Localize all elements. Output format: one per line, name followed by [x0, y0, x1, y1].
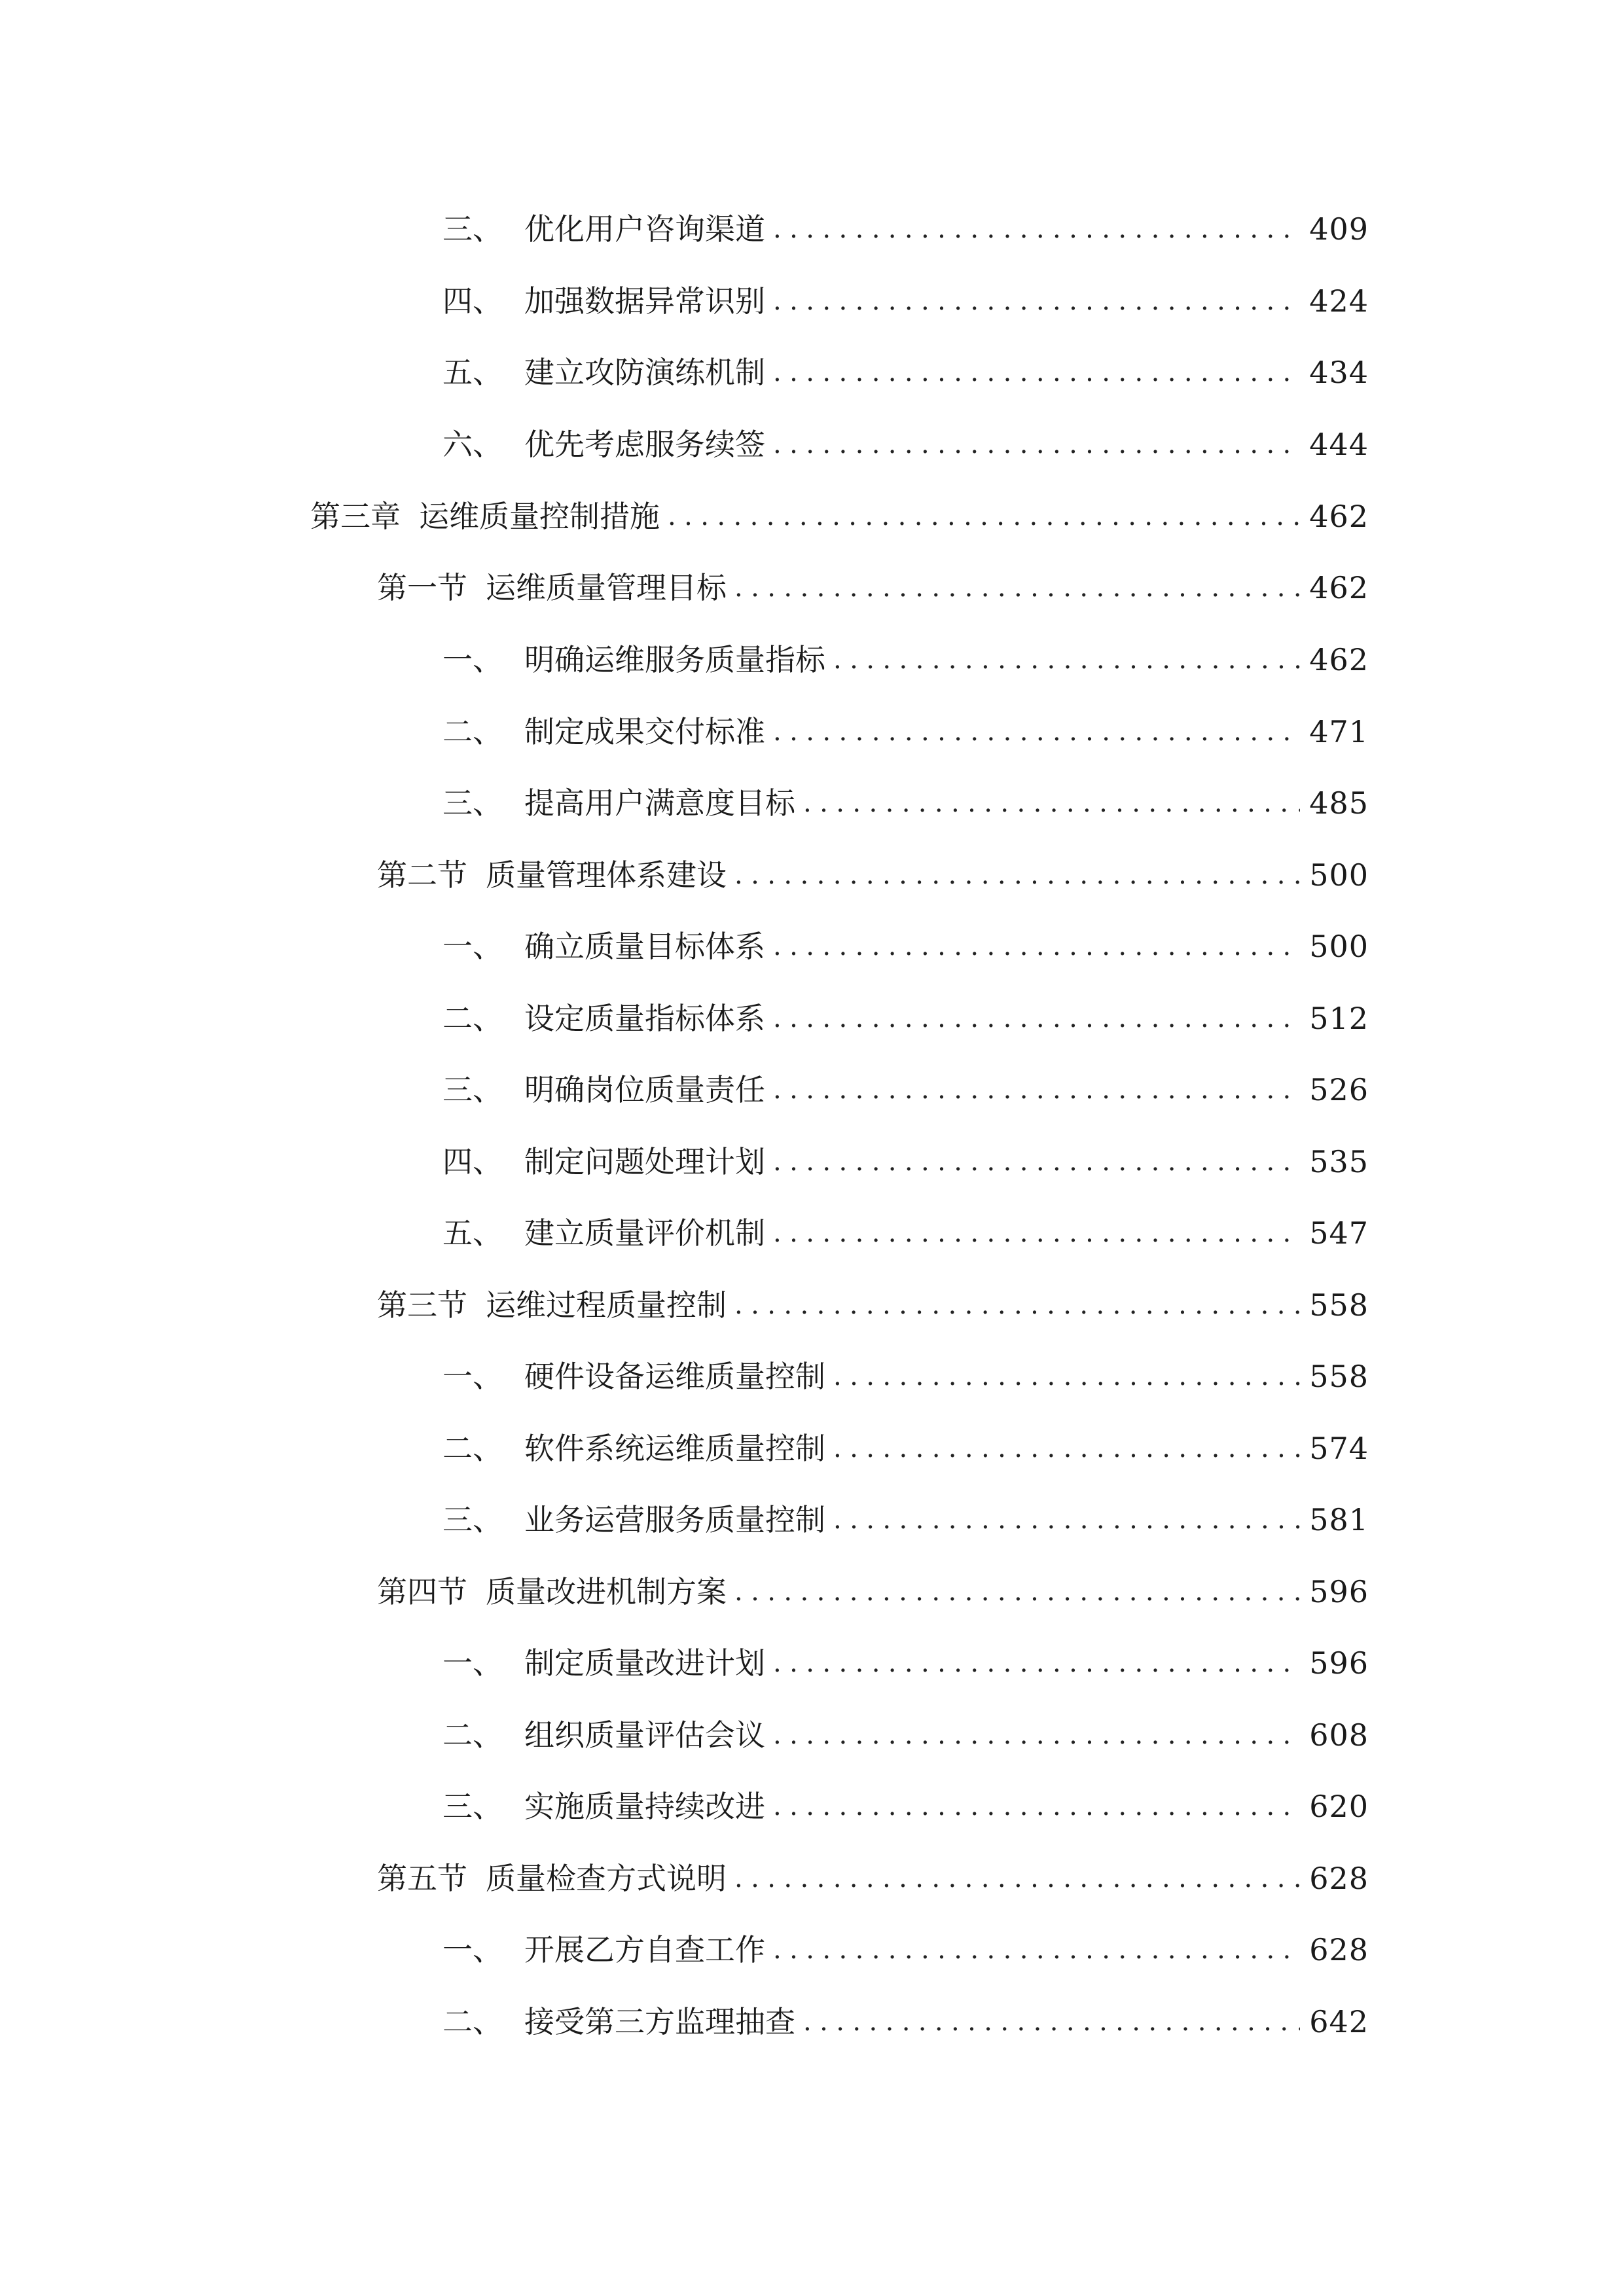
toc-entry[interactable]	[442, 1064, 1369, 1116]
toc-entry-number: 三、	[442, 1502, 503, 1537]
toc-entry[interactable]	[442, 203, 1369, 255]
toc-entry[interactable]	[442, 1637, 1369, 1689]
toc-entry[interactable]	[442, 275, 1369, 327]
toc-entry-title: 明确岗位质量责任	[524, 1072, 765, 1107]
toc-entry[interactable]	[442, 634, 1369, 686]
toc-entry[interactable]	[442, 346, 1369, 399]
toc-entry[interactable]	[442, 1136, 1369, 1188]
toc-entry[interactable]	[442, 1924, 1369, 1976]
toc-entry-number: 三、	[442, 211, 503, 247]
toc-entry-page: 628	[1309, 1932, 1369, 1967]
toc-entry-title: 制定问题处理计划	[524, 1144, 765, 1179]
toc-entry-title: 明确运维服务质量指标	[524, 642, 825, 677]
dot-leader	[773, 712, 1300, 751]
toc-entry-title: 运维过程质量控制	[486, 1287, 727, 1323]
toc-entry-page: 596	[1309, 1645, 1369, 1681]
toc-entry-title: 接受第三方监理抽查	[524, 2004, 795, 2039]
dot-leader	[773, 209, 1300, 249]
toc-entry[interactable]	[442, 1780, 1369, 1833]
toc-entry-number: 一、	[442, 1932, 503, 1967]
dot-leader	[668, 497, 1300, 536]
toc-entry-page: 642	[1309, 2004, 1369, 2039]
toc-entry-title: 运维质量控制措施	[419, 499, 660, 534]
toc-entry-number: 二、	[442, 1001, 503, 1036]
toc-entry-page: 512	[1309, 1001, 1369, 1036]
toc-entry-page: 485	[1309, 785, 1369, 821]
toc-entry-page: 608	[1309, 1717, 1369, 1753]
dot-leader	[773, 1213, 1300, 1253]
toc-entry[interactable]	[442, 777, 1369, 829]
dot-leader	[773, 1643, 1300, 1683]
toc-entry[interactable]	[442, 1350, 1369, 1403]
toc-entry[interactable]	[442, 1494, 1369, 1546]
toc-entry-page: 471	[1309, 714, 1369, 749]
toc-entry-page: 462	[1309, 499, 1369, 534]
toc-entry-number: 一、	[442, 1359, 503, 1394]
toc-entry-title: 优先考虑服务续签	[524, 427, 765, 462]
toc-entry-title: 质量管理体系建设	[486, 857, 727, 893]
toc-section-entry[interactable]	[377, 562, 1369, 614]
dot-leader	[833, 640, 1300, 679]
toc-entry-title: 制定成果交付标准	[524, 714, 765, 749]
toc-entry-number: 六、	[442, 427, 503, 462]
dot-leader	[773, 1787, 1300, 1826]
toc-entry-page: 526	[1309, 1072, 1369, 1107]
toc-entry[interactable]	[442, 992, 1369, 1045]
toc-entry-number: 第三节	[377, 1287, 467, 1323]
dot-leader	[773, 1930, 1300, 1969]
toc-entry-page: 462	[1309, 642, 1369, 677]
toc-entry-page: 462	[1309, 570, 1369, 605]
toc-entry-page: 558	[1309, 1287, 1369, 1323]
toc-entry-page: 434	[1309, 355, 1369, 390]
toc-entry-number: 第二节	[377, 857, 467, 893]
toc-entry-page: 500	[1309, 929, 1369, 964]
toc-entry-number: 四、	[442, 283, 503, 319]
toc-entry-number: 二、	[442, 1431, 503, 1466]
toc-entry-title: 运维质量管理目标	[486, 570, 727, 605]
toc-entry-number: 二、	[442, 2004, 503, 2039]
dot-leader	[773, 927, 1300, 966]
toc-entry-page: 409	[1309, 211, 1369, 247]
toc-entry-page: 581	[1309, 1502, 1369, 1537]
dot-leader	[803, 783, 1300, 823]
dot-leader	[734, 1572, 1300, 1611]
dot-leader	[833, 1500, 1300, 1539]
toc-entry-page: 628	[1309, 1861, 1369, 1896]
toc-entry[interactable]	[442, 1422, 1369, 1475]
toc-entry-title: 实施质量持续改进	[524, 1789, 765, 1824]
dot-leader	[833, 1429, 1300, 1468]
toc-entry-page: 444	[1309, 427, 1369, 462]
toc-entry[interactable]	[442, 920, 1369, 973]
toc-entry-page: 620	[1309, 1789, 1369, 1824]
toc-entry-title: 设定质量指标体系	[524, 1001, 765, 1036]
toc-entry-number: 五、	[442, 1215, 503, 1251]
toc-entry-number: 二、	[442, 714, 503, 749]
dot-leader	[734, 568, 1300, 607]
toc-chapter-entry[interactable]	[310, 490, 1369, 543]
dot-leader	[734, 1285, 1300, 1325]
toc-entry-title: 软件系统运维质量控制	[524, 1431, 825, 1466]
toc-entry-number: 三、	[442, 785, 503, 821]
dot-leader	[734, 855, 1300, 895]
toc-entry-number: 三、	[442, 1789, 503, 1824]
toc-entry-number: 一、	[442, 642, 503, 677]
toc-entry-title: 加强数据异常识别	[524, 283, 765, 319]
toc-entry-page: 596	[1309, 1574, 1369, 1609]
toc-entry-page: 547	[1309, 1215, 1369, 1251]
toc-section-entry[interactable]	[377, 849, 1369, 901]
toc-entry-page: 500	[1309, 857, 1369, 893]
toc-entry-title: 业务运营服务质量控制	[524, 1502, 825, 1537]
toc-entry-page: 574	[1309, 1431, 1369, 1466]
toc-entry-title: 开展乙方自查工作	[524, 1932, 765, 1967]
toc-entry-number: 第四节	[377, 1574, 467, 1609]
toc-entry-number: 五、	[442, 355, 503, 390]
toc-entry-number: 四、	[442, 1144, 503, 1179]
dot-leader	[773, 1142, 1300, 1181]
toc-entry-title: 提高用户满意度目标	[524, 785, 795, 821]
toc-entry-title: 组织质量评估会议	[524, 1717, 765, 1753]
toc-entry-title: 优化用户咨询渠道	[524, 211, 765, 247]
toc-entry-number: 一、	[442, 1645, 503, 1681]
toc-entry-number: 一、	[442, 929, 503, 964]
toc-section-entry[interactable]	[377, 1852, 1369, 1905]
toc-entry-number: 第五节	[377, 1861, 467, 1896]
toc-entry-title: 硬件设备运维质量控制	[524, 1359, 825, 1394]
toc-entry[interactable]	[442, 418, 1369, 471]
dot-leader	[833, 1357, 1300, 1396]
toc-entry[interactable]	[442, 1709, 1369, 1761]
toc-entry-title: 确立质量目标体系	[524, 929, 765, 964]
toc-entry-page: 424	[1309, 283, 1369, 319]
toc-section-entry[interactable]	[377, 1566, 1369, 1618]
toc-entry-title: 制定质量改进计划	[524, 1645, 765, 1681]
toc-entry-page: 558	[1309, 1359, 1369, 1394]
toc-entry[interactable]	[442, 706, 1369, 758]
toc-entry-page: 535	[1309, 1144, 1369, 1179]
dot-leader	[773, 1070, 1300, 1109]
toc-entry-title: 质量检查方式说明	[486, 1861, 727, 1896]
toc-entry-number: 第三章	[310, 499, 401, 534]
toc-section-entry[interactable]	[377, 1279, 1369, 1331]
toc-entry[interactable]	[442, 1996, 1369, 2048]
dot-leader	[773, 281, 1300, 321]
dot-leader	[773, 353, 1300, 392]
toc-entry-title: 建立质量评价机制	[524, 1215, 765, 1251]
dot-leader	[773, 1715, 1300, 1755]
toc-entry-title: 建立攻防演练机制	[524, 355, 765, 390]
dot-leader	[773, 999, 1300, 1038]
dot-leader	[773, 425, 1300, 464]
dot-leader	[803, 2002, 1300, 2041]
toc-entry-number: 二、	[442, 1717, 503, 1753]
dot-leader	[734, 1859, 1300, 1898]
toc-entry-title: 质量改进机制方案	[486, 1574, 727, 1609]
toc-entry[interactable]	[442, 1207, 1369, 1259]
toc-entry-number: 第一节	[377, 570, 467, 605]
toc-entry-number: 三、	[442, 1072, 503, 1107]
